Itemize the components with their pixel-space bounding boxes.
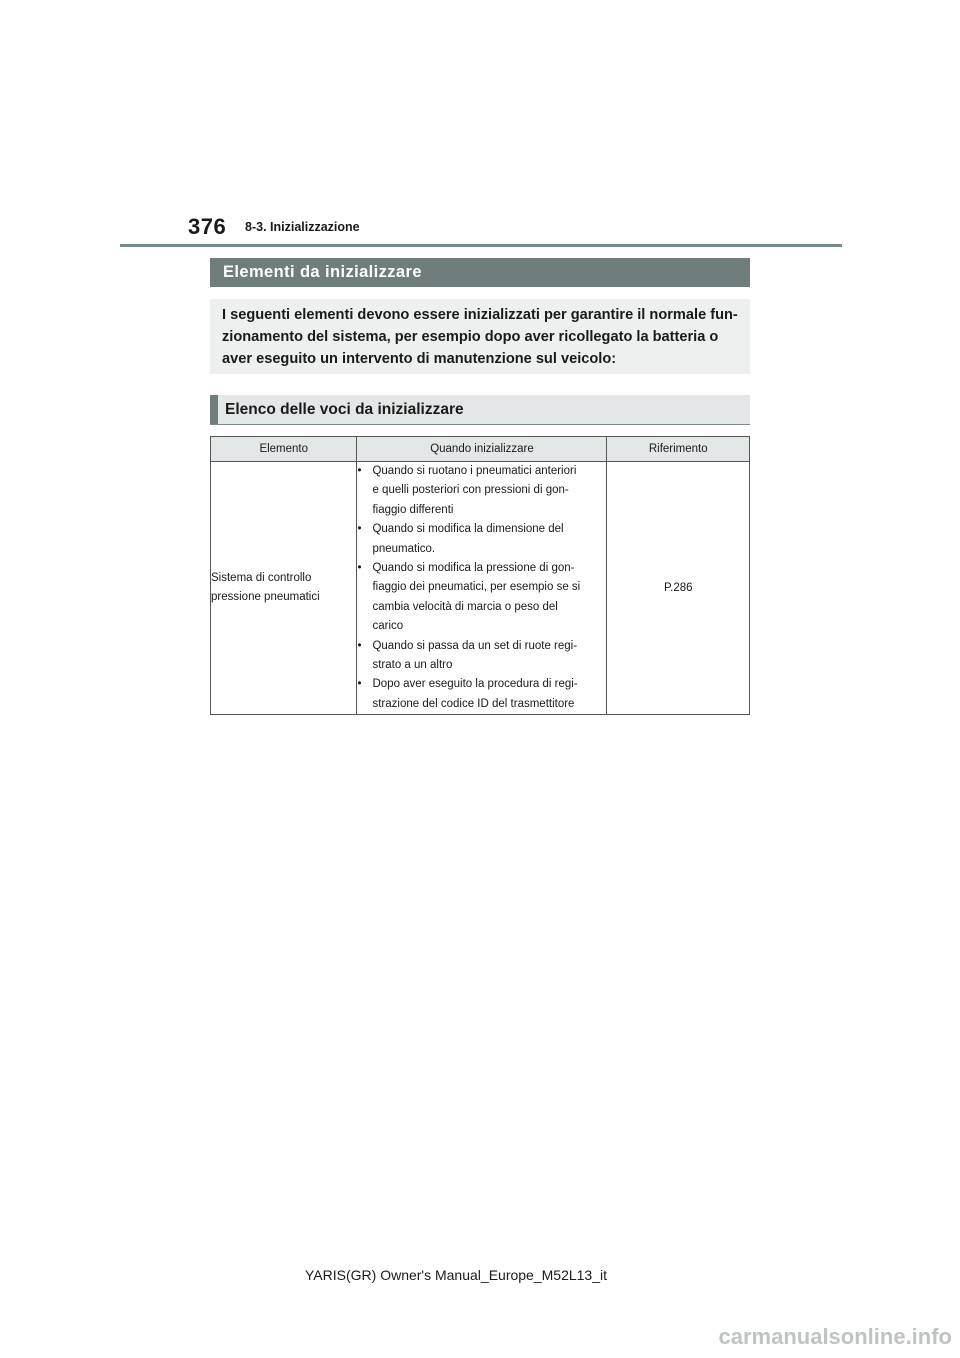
section-banner [210, 258, 750, 287]
initialization-table [210, 436, 750, 715]
list-item [357, 675, 606, 714]
element-cell [211, 462, 357, 715]
condition-line: strato a un altro [372, 659, 453, 672]
condition-line: • Quando si ruotano i pneumatici anteriori [372, 465, 577, 477]
column-header-when: Quando inizializzare [357, 437, 607, 462]
element-name-line: Sistema di controllo [211, 572, 312, 585]
condition-line: strazione del codice ID del trasmettitore [372, 697, 575, 710]
intro-text [210, 299, 750, 374]
condition-line: • Quando si passa da un set di ruote regi- [372, 639, 578, 652]
column-header-reference: Riferimento [607, 437, 750, 462]
list-item [357, 520, 606, 559]
condition-line: e quelli posteriori con pressioni di gon- [372, 484, 569, 497]
intro-line: zionamento del sistema, per esempio dopo aver ricollegato la batteria o [222, 329, 719, 345]
list-item [357, 462, 606, 520]
reference-cell [607, 462, 750, 715]
condition-line: • Quando si modifica la dimensione del [372, 523, 564, 536]
conditions-cell [357, 462, 607, 715]
section-title: Elementi da inizializzare [223, 263, 422, 281]
subsection-accent-bar [210, 395, 218, 424]
list-item [357, 559, 606, 637]
intro-line: aver eseguito un intervento di manutenzione sul veicolo: [222, 351, 617, 367]
condition-line: cambia velocità di marcia o peso del [372, 600, 558, 613]
conditions-list [357, 462, 606, 714]
table-row [211, 462, 750, 715]
subsection-heading [210, 395, 750, 425]
condition-line: • Quando si modifica la pressione di gon- [372, 562, 575, 575]
column-header-element: Elemento [211, 437, 357, 462]
condition-line: pneumatico. [372, 542, 436, 555]
list-item [357, 637, 606, 676]
page-number: 376 [188, 214, 227, 239]
header-divider [120, 244, 842, 247]
subsection-title: Elenco delle voci da inizializzare [225, 400, 464, 418]
condition-line: carico [372, 620, 404, 633]
page-reference-link[interactable]: P.286 [663, 582, 693, 595]
element-name-line: pressione pneumatici [211, 591, 320, 604]
condition-line: fiaggio dei pneumatici, per esempio se si [372, 581, 581, 594]
intro-line: I seguenti elementi devono essere inizializzati per garantire il normale fun- [222, 307, 738, 323]
table-header-row [211, 437, 750, 462]
footer-manual-id: YARIS(GR) Owner's Manual_Europe_M52L13_it [305, 1267, 607, 1283]
section-reference: 8-3. Inizializzazione [245, 220, 360, 234]
watermark: carmanualsonline.info [718, 1324, 952, 1349]
condition-line: fiaggio differenti [372, 503, 454, 516]
condition-line: • Dopo aver eseguito la procedura di regi- [372, 678, 578, 691]
